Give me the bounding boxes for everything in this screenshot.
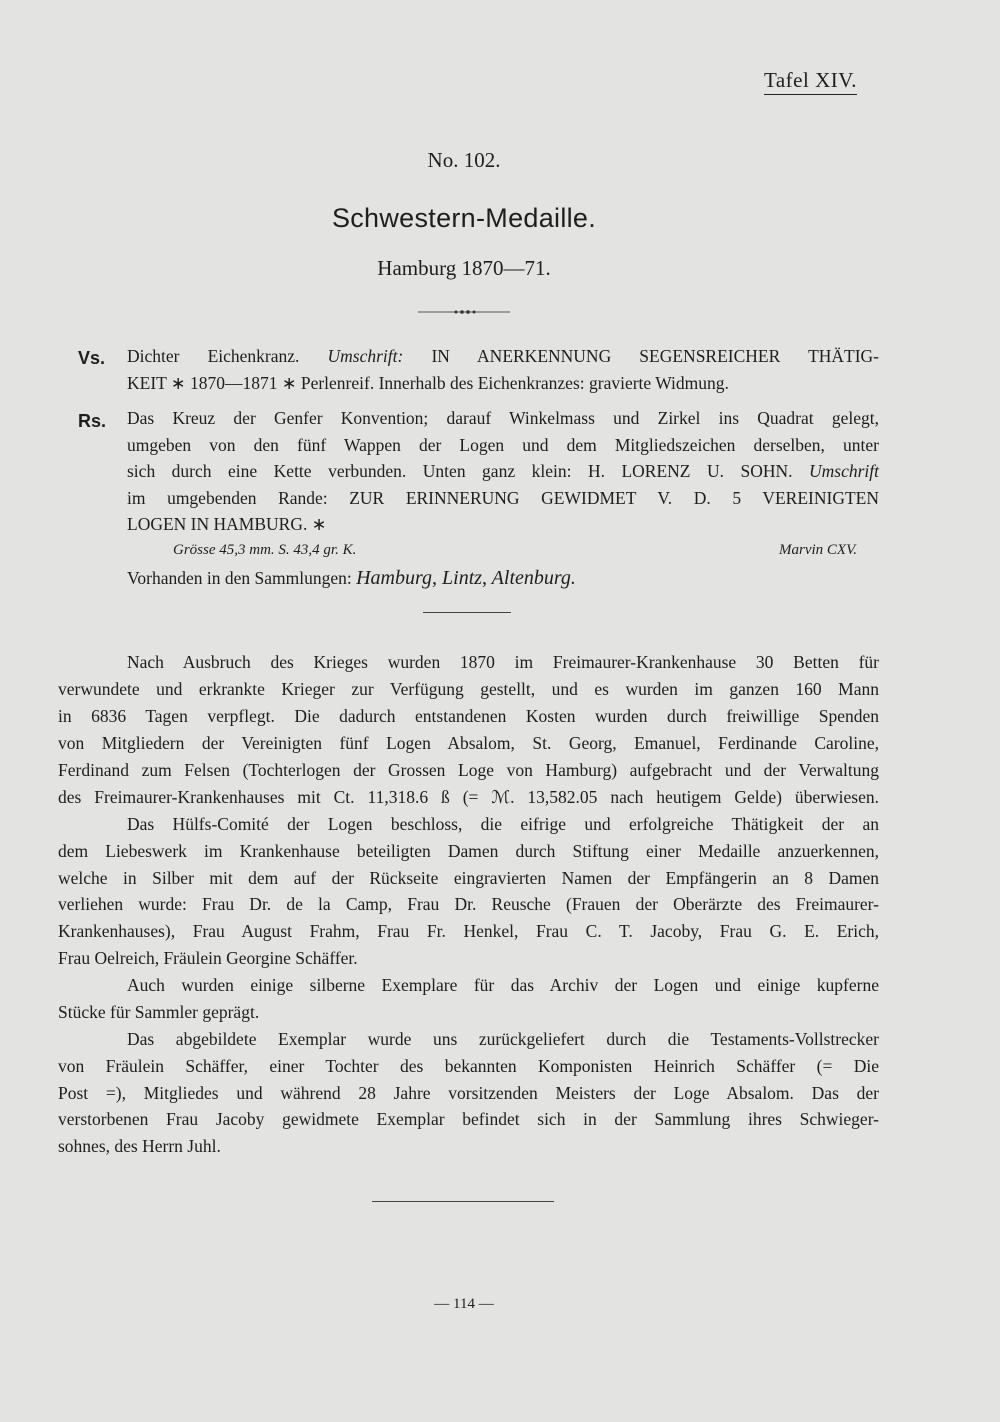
body-line: von Fräulein Schäffer, einer Tochter des bekannten Komponisten Heinrich Schäffer (= Die bbox=[58, 1056, 879, 1076]
body-line: Frau Oelreich, Fräulein Georgine Schäffer. bbox=[58, 948, 358, 968]
reverse-line-4: im umgebenden Rande: ZUR ERINNERUNG GEWIDMET V. D. 5 VEREINIGTEN bbox=[127, 488, 879, 508]
body-line: Das Hülfs-Comité der Logen beschloss, die eifrige und erfolgreiche Thätigkeit der an bbox=[127, 814, 879, 834]
place-date: Hamburg 1870—71. bbox=[377, 256, 551, 280]
body-line: dem Liebeswerk im Krankenhause beteiligten Damen durch Stiftung einer Medaille anzuerkennen, bbox=[58, 841, 879, 861]
body-line: sohnes, des Herrn Juhl. bbox=[58, 1136, 221, 1156]
holdings: Vorhanden in den Sammlungen: Hamburg, Lintz, Altenburg. bbox=[127, 567, 576, 589]
body-line: von Mitgliedern der Vereinigten fünf Logen Absalom, St. Georg, Emanuel, Ferdinande Caroline, bbox=[58, 733, 879, 753]
body-line: in 6836 Tagen verpflegt. Die dadurch entstandenen Kosten wurden durch freiwillige Spenden bbox=[58, 706, 879, 726]
specs-reference: Marvin CXV. bbox=[779, 542, 858, 558]
body-line: Ferdinand zum Felsen (Tochterlogen der Grossen Loge von Hamburg) aufgebracht und der Verwaltung bbox=[58, 760, 879, 780]
section-rule bbox=[423, 612, 511, 613]
body-line: verwundete und erkrankte Krieger zur Verfügung gestellt, und es wurden im ganzen 160 Mann bbox=[58, 679, 879, 699]
body-line: Post =), Mitgliedes und während 28 Jahre vorsitzenden Meisters der Loge Absalom. Das der bbox=[58, 1083, 879, 1103]
body-line: Stücke für Sammler geprägt. bbox=[58, 1002, 260, 1022]
body-line: verliehen wurde: Frau Dr. de la Camp, Frau Dr. Reusche (Frauen der Oberärzte des Freimaurer- bbox=[58, 894, 879, 914]
ornament-divider bbox=[418, 306, 510, 316]
end-rule bbox=[372, 1201, 554, 1202]
page-title: Schwestern-Medaille. bbox=[331, 203, 597, 233]
specs-size: Grösse 45,3 mm. S. 43,4 gr. K. bbox=[173, 542, 357, 558]
body-line: verstorbenen Frau Jacoby gewidmete Exemplar befindet sich in der Sammlung ihres Schwieger- bbox=[58, 1109, 879, 1129]
reverse-line-3: sich durch eine Kette verbunden. Unten ganz klein: H. LORENZ U. SOHN. Umschrift bbox=[127, 461, 879, 481]
page-number: — 114 — bbox=[434, 1296, 494, 1312]
body-line: Auch wurden einige silberne Exemplare für das Archiv der Logen und einige kupferne bbox=[127, 975, 879, 995]
body-line: welche in Silber mit dem auf der Rückseite eingravierten Namen der Empfängerin an 8 Damen bbox=[58, 868, 879, 888]
obverse-label: Vs. bbox=[78, 348, 106, 368]
obverse-line-1: Dichter Eichenkranz. Umschrift: IN ANERKENNUNG SEGENSREICHER THÄTIG- bbox=[127, 346, 880, 366]
body-line: Nach Ausbruch des Krieges wurden 1870 im Freimaurer-Krankenhause 30 Betten für bbox=[127, 652, 879, 672]
body-line: des Freimaurer-Krankenhauses mit Ct. 11,318.6 ß (= ℳ. 13,582.05 nach heutigem Gelde) überwiesen. bbox=[58, 787, 879, 807]
entry-number: No. 102. bbox=[427, 148, 501, 172]
reverse-line-2: umgeben von den fünf Wappen der Logen und dem Mitgliedszeichen derselben, unter bbox=[127, 435, 879, 455]
body-line: Das abgebildete Exemplar wurde uns zurückgeliefert durch die Testaments-Vollstrecker bbox=[127, 1029, 879, 1049]
body-line: Krankenhauses), Frau August Frahm, Frau Fr. Henkel, Frau C. T. Jacoby, Frau G. E. Erich, bbox=[58, 921, 879, 941]
reverse-line-1: Das Kreuz der Genfer Konvention; darauf Winkelmass und Zirkel ins Quadrat gelegt, bbox=[127, 408, 879, 428]
plate-number: Tafel XIV. bbox=[764, 68, 857, 95]
obverse-line-2: KEIT ∗ 1870—1871 ∗ Perlenreif. Innerhalb des Eichenkranzes: gravierte Widmung. bbox=[127, 373, 729, 393]
reverse-line-5: LOGEN IN HAMBURG. ∗ bbox=[127, 514, 327, 534]
reverse-label: Rs. bbox=[78, 411, 107, 431]
